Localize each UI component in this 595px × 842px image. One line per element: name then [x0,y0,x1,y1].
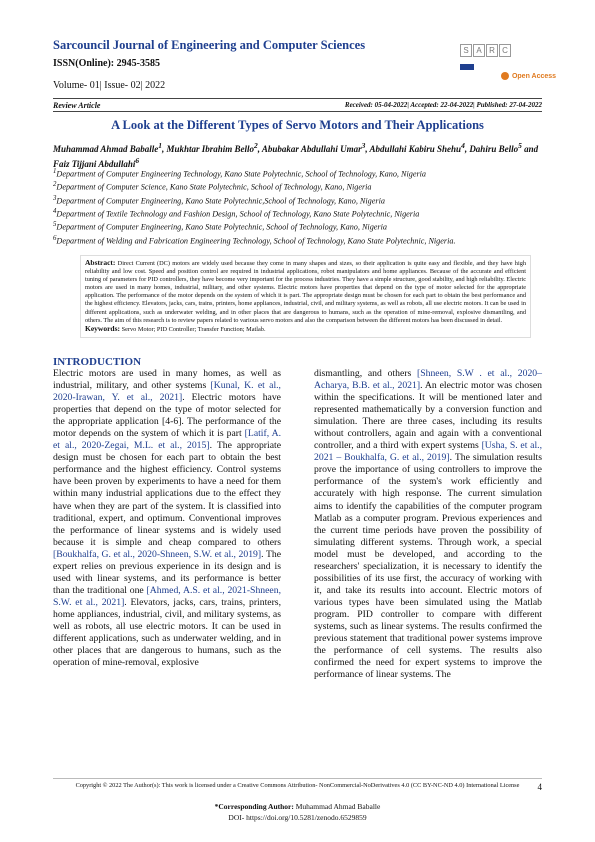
open-access-label: Open Access [511,72,557,80]
logo-letter: A [473,44,485,57]
author-name: Mukhtar Ibrahim Bello [166,144,254,154]
affiliation-marker: 6 [53,234,57,242]
affiliation-text: Department of Textile Technology and Fashion Design, School of Technology, Kano State Polytechnic, Nigeria [56,209,420,219]
keywords-label: Keywords: [85,323,120,333]
body-column-right [314,368,542,681]
author-name: Abubakar Abdullahi Umar [261,144,362,154]
journal-title: Sarcouncil Journal of Engineering and Computer Sciences [53,38,366,52]
author-affiliation-marker: 6 [135,156,140,165]
author-affiliation-marker: 3 [361,141,366,150]
corresponding-label: *Corresponding Author: [214,802,294,811]
body-text: . The expert relies on previous experience in its design and is used with linear systems, and its performance is better than the traditional one [53,548,282,596]
page-number: 4 [537,782,542,792]
article-type: Review Article [53,101,101,110]
affiliation-text: Department of Computer Science, Kano State Polytechnic, School of Technology, Kano, Nigeria [56,183,372,193]
affiliation-text: Department of Welding and Fabrication Engineering Technology, School of Technology, Kano State Polytechnic, Nigeria. [56,236,456,246]
citation[interactable]: [Ahmed, A.S. et al., 2021-Shneen, S.W. et al., 2021] [53,584,281,608]
affiliation-marker: 1 [53,168,57,175]
abstract-label: Abstract: [85,258,116,267]
affiliation [53,167,542,180]
publication-dates: Received: 05-04-2022| Accepted: 22-04-2022| Published: 27-04-2022 [344,101,542,109]
keywords-text: Servo Motor; PID Controller; Transfer Function; Matlab. [121,325,266,333]
affiliation-text: Department of Computer Engineering Technology, Kano State Polytechnic, School of Technology, Kano, Nigeria [56,169,427,179]
author-name: Abdullahi Kabiru Shehu [369,144,462,154]
affiliation-marker: 3 [53,194,57,202]
affiliation [53,207,542,220]
open-access-lock-icon [501,72,509,80]
body-text: . Elevators, jacks, cars, trains, printers, home appliances, industrial, civil, and military systems, as well as robots, all use electric motors. It can be used in different applications, such as underwater welding, and in other places that are dangerous to humans, such as the operation of mine-removal, explosive [53,596,281,669]
paper-title: A Look at the Different Types of Servo Motors and Their Applications [111,118,484,132]
abstract-box [80,255,531,338]
published-date: 27-04-2022 [509,101,542,109]
corresponding-author [53,802,542,811]
body-text: . The simulation results prove the importance of using controllers to improve the performance of the system's work efficiently and accurately with high response. The current simulation aims to identify the capabilities of the computer program Matlab as a computer program. Previous experiences and the current time periods have proven the possibility of simulating different systems. Through work, a special model must be developed, and according to the researchers' specialization, it is necessary to identify the possibilities of its use first, the accuracy of working with it, and take its results into account. Electric motors of various types have been simulated using the Matlab program. PID controller to compare with different systems, such as linear systems. The results confirmed the previous statement that traditional power systems improve the performance of cell systems. The results also confirmed the need for expert systems to improve the performance of linear systems. The [314,452,542,681]
citation[interactable]: [Usha, S. et al., 2021 – Boukhalfa, G. et al., 2019] [314,440,542,464]
citation[interactable]: [Shneen, S.W . et al., 2020– Acharya, B.B. et al., 2021] [314,368,542,392]
received-date: 05-04-2022 [374,101,408,109]
citation[interactable]: [Latif, A. et al., 2020-Zegai, M.L. et al., 2015] [53,428,281,452]
affiliation-marker: 5 [53,221,57,229]
accepted-label: Accepted: [410,101,439,109]
affiliation-list [53,167,542,247]
header-divider [53,98,542,99]
logo-bar [460,64,474,70]
citation[interactable]: [Boukhalfa, G. et al., 2020-Shneen, S.W. et al., 2019] [53,548,262,560]
affiliation [53,194,542,207]
abstract-text: Direct Current (DC) motors are widely used because they come in many shapes and sizes, so their application is quite easy and flexible, and they have high reliability and low cost. Speed and position control are required in industrial applications, robot manipulators and home appliances. Because of the accurate and efficient tuning of parameters for PID controllers, they have become very important for the process industries. They have a simple structure, good stability, and high reliability. Electric motors are used in many homes, industrial, military, and other systems. Electric motors have properties that depend on the type of motor selected for the appropriate application. The performance of the motor depends on the system of which it is part. The appropriate design must be chosen for each part to obtain the best performance and the highest efficiency. Elevators, jacks, cars, trains, printers, home appliances, industrial, civil, and military systems, as well as robots, all use electric motors. It can be used in different applications, such as underwater welding, and in other places that are dangerous to humans, such as the operation of mine-removal, explosive dismantling, and others. The aim of this research is to review papers related to various servo motors and also the comparison between the different motors has been discussed in detail. [85,260,526,324]
affiliation [53,180,542,193]
header-divider-lower [53,111,542,112]
body-text: Electric motors are used in many homes, as well as industrial, military, and other systems [53,368,281,392]
affiliation-marker: 4 [53,207,57,215]
volume-issue: Volume- 01| Issue- 02| 2022 [53,80,166,91]
corresponding-name: Muhammad Ahmad Baballe [295,802,381,811]
doi-link[interactable]: DOI- https://doi.org/10.5281/zenodo.6529859 [228,813,367,822]
author-name: Muhammad Ahmad Baballe [53,144,159,154]
author-affiliation-marker: 2 [253,141,258,150]
footer-divider [53,778,542,779]
open-access-logo [500,72,556,80]
logo-letter: S [460,44,472,57]
affiliation [53,234,542,247]
sarc-logo [460,40,524,54]
copyright-notice: Copyright © 2022 The Author(s): This work is licensed under a Creative Commons Attribution- NonCommercial-NoDerivatives 4.0 (CC BY-NC-ND 4.0) International License [75,782,520,789]
section-heading-introduction: INTRODUCTION [53,356,142,368]
issn: ISSN(Online): 2945-3585 [53,58,160,69]
body-text: . The appropriate design must be chosen for each part to obtain the best performance and the highest efficiency. Control systems have been proven by experiments to have a need for them within many industrial applications due to the effect they have when they are part of the system. It is classified into traditional, expert, and optimum. Conventional improves the performance of linear systems and is widely used because it is simple and cheap compared to others [53,440,281,548]
logo-letter: R [486,44,498,57]
body-column-left [53,368,281,669]
author-affiliation-marker: 5 [518,141,522,150]
author-affiliation-marker: 1 [158,141,162,150]
author-name: Faiz Tijjani Abdullahi [53,159,136,169]
author-name: Dahiru Bello [469,144,519,154]
affiliation-marker: 2 [53,181,57,189]
body-text: . Electric motors have properties that depend on the type of motor selected for the appropriate application [4-6]. The performance of the motor depends on the system of which it is part [53,392,281,440]
published-label: Published: [476,101,508,109]
citation[interactable]: [Kunal, K. et al., 2020-Irawan, Y. et al., 2021] [53,380,281,404]
body-text: dismantling, and others [314,368,417,379]
author-affiliation-marker: 4 [461,141,465,150]
accepted-date: 22-04-2022 [440,101,474,109]
body-text: . An electric motor was chosen within the specifications. It will be mentioned later and represented mathematically by a conversion function and simulation. There are three cases, including its results without controllers, again and again with a conventional controller, and a third with expert systems [314,380,542,452]
author-list: Muhammad Ahmad Baballe$^1$, Mukhtar Ibrahim Bello$^2$, Abubakar Abdullahi Umar$^3$, Abdullahi Kabiru Shehu$^4$, Dahiru Bello$^5$ and Faiz Tijjani Abdullahi$^6$ [53,141,539,169]
affiliation [53,220,542,233]
affiliation-text: Department of Computer Engineering, Kano State Polytechnic,School of Technology, Kano, Nigeria [56,196,385,206]
affiliation-text: Department of Computer Engineering, Kano State Polytechnic, School of Technology, Kano, Nigeria [56,223,387,233]
logo-letter: C [499,44,511,57]
received-label: Received: [344,101,373,109]
